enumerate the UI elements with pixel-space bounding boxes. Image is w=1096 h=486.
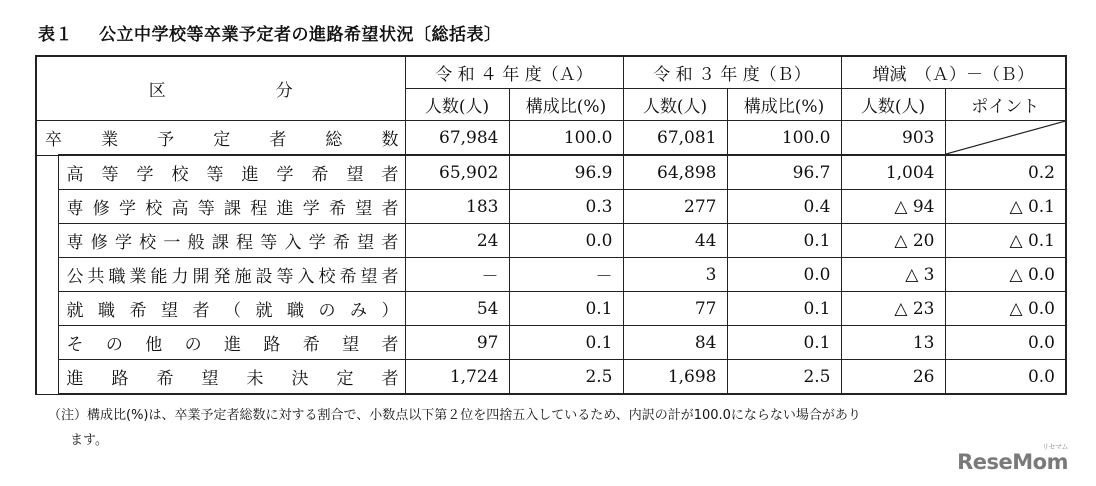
row-indent-gutter: [36, 224, 58, 258]
row-label-char: 者: [192, 301, 210, 321]
row-diff-point: △ 0.0: [945, 292, 1066, 326]
row-label-char: 希: [339, 267, 357, 287]
row-indent-gutter: [36, 292, 58, 326]
row-label-char: 入: [297, 267, 315, 287]
row-label-char: 専: [66, 233, 84, 253]
row-label-char: 希: [311, 165, 329, 185]
row-label-char: 学: [276, 165, 294, 185]
row-label-chars: [63, 330, 405, 355]
table-title-text: 公立中学校等卒業予定者の進路希望状況〔総括表〕: [99, 25, 502, 45]
table-row: [36, 360, 1066, 395]
row-label-char: 者: [381, 199, 399, 219]
row-label-char: 者: [381, 165, 399, 185]
row-label-char: 力: [171, 267, 189, 287]
row-diff-count: 1,004: [841, 155, 945, 190]
row-label-char: 望: [360, 267, 378, 287]
row-label: [58, 360, 405, 395]
header-kubun: [36, 56, 405, 121]
total-label-char: 予: [157, 130, 175, 150]
row-label-char: 路: [111, 369, 129, 389]
row-label-char: 希: [332, 233, 350, 253]
row-a-ratio: 0.3: [509, 190, 623, 224]
row-label-char: 程: [250, 199, 268, 219]
row-diff-point: 0.2: [945, 155, 1066, 190]
row-diff-point: 0.0: [945, 326, 1066, 360]
row-label-char: の: [184, 335, 202, 355]
row-label-char: 課: [224, 199, 241, 219]
row-b-ratio: 0.4: [727, 190, 841, 224]
row-label-char: 等: [260, 233, 278, 253]
footnote-line-2: ます。: [70, 433, 108, 448]
row-label-char: 望: [201, 369, 219, 389]
total-diff-point-diagonal: [945, 121, 1066, 156]
header-diff-count: 人数(人): [841, 89, 945, 121]
total-row: [36, 121, 1066, 156]
row-label-char: 希: [129, 301, 147, 321]
row-label-char: 等: [197, 199, 215, 219]
row-b-ratio: 2.5: [727, 360, 841, 395]
row-label-char: 校: [171, 165, 189, 185]
row-label: [58, 224, 405, 258]
header-b-count: 人数(人): [623, 89, 727, 121]
row-label-char: 学: [302, 199, 320, 219]
row-label-char: 高: [66, 165, 84, 185]
row-label-char: 施: [234, 267, 252, 287]
row-label-chars: [63, 160, 405, 185]
row-a-ratio: 96.9: [509, 155, 623, 190]
table-row: [36, 190, 1066, 224]
row-label-char: 者: [381, 369, 399, 389]
row-a-count: 97: [405, 326, 509, 360]
row-diff-count: △ 20: [841, 224, 945, 258]
row-label-chars: [63, 364, 405, 389]
row-label-char: 入: [284, 233, 302, 253]
total-a-ratio: 100.0: [509, 121, 623, 156]
table-row: [36, 258, 1066, 292]
row-diff-point: △ 0.1: [945, 224, 1066, 258]
header-group-b: 令 和 ３ 年 度（Ｂ）: [623, 56, 841, 89]
row-label: [58, 326, 405, 360]
row-label-char: 校: [145, 199, 163, 219]
row-label-char: 者: [381, 335, 399, 355]
row-indent-gutter: [36, 326, 58, 360]
row-label-char: 修: [92, 199, 110, 219]
table-row: [36, 155, 1066, 190]
total-b-count: 67,081: [623, 121, 727, 156]
row-label-chars: [63, 262, 405, 287]
row-a-ratio: 2.5: [509, 360, 623, 395]
detail-rows: [36, 155, 1066, 394]
row-a-count: －: [405, 258, 509, 292]
total-b-ratio: 100.0: [727, 121, 841, 156]
row-a-count: 54: [405, 292, 509, 326]
row-a-ratio: 0.0: [509, 224, 623, 258]
row-diff-count: 26: [841, 360, 945, 395]
row-diff-count: △ 23: [841, 292, 945, 326]
row-label-char: 他: [145, 335, 163, 355]
row-label-char: 希: [329, 199, 346, 219]
resemom-logo-text: ReseMom: [957, 450, 1068, 474]
header-group-diff: 増減 （Ａ）－（Ｂ）: [841, 56, 1066, 89]
row-a-count: 1,724: [405, 360, 509, 395]
row-indent-gutter: [36, 258, 58, 292]
row-a-count: 65,902: [405, 155, 509, 190]
row-label-char: 設: [255, 267, 273, 287]
row-label-char: 就: [255, 301, 273, 321]
row-label-char: 望: [355, 199, 373, 219]
row-label-char: 希: [302, 335, 320, 355]
row-diff-point: △ 0.1: [945, 190, 1066, 224]
total-a-count: 67,984: [405, 121, 509, 156]
row-diff-count: △ 94: [841, 190, 945, 224]
row-label-char: 公: [66, 267, 84, 287]
row-label-char: の: [318, 301, 336, 321]
total-label-char: 数: [381, 130, 399, 150]
row-b-ratio: 0.1: [727, 326, 841, 360]
row-a-ratio: 0.1: [509, 292, 623, 326]
row-label-char: 望: [357, 233, 375, 253]
row-label: [58, 190, 405, 224]
row-b-count: 64,898: [623, 155, 727, 190]
row-label-char: 進: [276, 199, 294, 219]
row-label-char: 職: [98, 301, 115, 321]
row-label-char: 発: [213, 267, 231, 287]
resemom-logo-sub: リセマム: [1042, 443, 1068, 451]
header-row-1: [36, 56, 1066, 89]
row-label-char: 業: [129, 267, 147, 287]
row-label-char: 一: [163, 233, 181, 253]
row-label-char: 希: [156, 369, 174, 389]
row-label-char: 等: [276, 267, 294, 287]
footnote-line-1: （注）構成比(%)は、卒業予定者総数に対する割合で、小数点以下第２位を四捨五入しているため、内訳の計が100.0にならない場合があり: [48, 408, 861, 423]
row-a-count: 183: [405, 190, 509, 224]
row-label-char: 者: [381, 267, 399, 287]
header-kubun-1: 区: [148, 81, 166, 101]
row-diff-count: △ 3: [841, 258, 945, 292]
row-label-char: み: [350, 301, 367, 321]
row-label-chars: [63, 194, 405, 219]
total-label: [36, 121, 405, 156]
row-a-ratio: －: [509, 258, 623, 292]
row-label-chars: [63, 296, 405, 321]
row-label-char: 等: [101, 165, 119, 185]
row-label-char: 共: [87, 267, 105, 287]
row-label: [58, 292, 405, 326]
table-title-prefix: 表１: [38, 25, 73, 45]
row-label-char: 望: [342, 335, 360, 355]
total-label-char: 者: [269, 130, 287, 150]
row-label-char: 高: [171, 199, 189, 219]
row-label-char: 等: [206, 165, 224, 185]
row-label-char: 路: [263, 335, 281, 355]
row-label-char: 就: [66, 301, 84, 321]
row-label-char: の: [105, 335, 123, 355]
row-indent-gutter: [36, 190, 58, 224]
row-b-ratio: 0.0: [727, 258, 841, 292]
row-label-char: 進: [66, 369, 84, 389]
row-label-char: 専: [66, 199, 84, 219]
row-diff-point: △ 0.0: [945, 258, 1066, 292]
row-b-ratio: 96.7: [727, 155, 841, 190]
row-label-char: 校: [139, 233, 157, 253]
row-b-count: 84: [623, 326, 727, 360]
row-label-char: 校: [318, 267, 336, 287]
row-label-char: そ: [66, 335, 84, 355]
footnote: [48, 403, 1058, 453]
row-label-char: 程: [236, 233, 254, 253]
row-label-char: 課: [211, 233, 229, 253]
total-diff-count: 903: [841, 121, 945, 156]
row-label-char: 進: [241, 165, 259, 185]
row-b-count: 1,698: [623, 360, 727, 395]
header-a-ratio: 構成比(%): [509, 89, 623, 121]
table-row: [36, 292, 1066, 326]
row-label-char: 職: [108, 267, 126, 287]
row-label-chars: [63, 228, 405, 253]
total-label-chars: [41, 125, 405, 150]
resemom-logo: [957, 443, 1068, 474]
total-label-char: 総: [325, 130, 343, 150]
row-b-count: 44: [623, 224, 727, 258]
row-label: [58, 155, 405, 190]
row-label-char: 決: [291, 369, 309, 389]
row-label-char: 能: [150, 267, 168, 287]
row-label-char: 未: [246, 369, 264, 389]
row-label-char: 者: [381, 233, 399, 253]
row-indent-gutter: [36, 360, 58, 395]
header-b-ratio: 構成比(%): [727, 89, 841, 121]
table-title: [38, 20, 502, 45]
row-indent-gutter: [36, 155, 58, 190]
row-b-count: 77: [623, 292, 727, 326]
row-b-ratio: 0.1: [727, 224, 841, 258]
header-diff-point: ポイント: [945, 89, 1066, 121]
row-a-ratio: 0.1: [509, 326, 623, 360]
row-label-char: 般: [187, 233, 205, 253]
table-row: [36, 224, 1066, 258]
row-b-count: 3: [623, 258, 727, 292]
row-label-char: 進: [224, 335, 241, 355]
total-label-char: 卒: [45, 130, 62, 150]
row-label-char: 開: [192, 267, 210, 287]
row-label-char: （: [224, 301, 241, 321]
row-label-char: 学: [114, 233, 132, 253]
row-label-char: 学: [119, 199, 136, 219]
row-b-count: 277: [623, 190, 727, 224]
row-a-count: 24: [405, 224, 509, 258]
summary-table: [35, 55, 1067, 395]
row-label-char: ）: [381, 301, 399, 321]
row-label-char: 学: [136, 165, 154, 185]
row-b-ratio: 0.1: [727, 292, 841, 326]
row-label-char: 学: [308, 233, 326, 253]
row-label-char: 修: [90, 233, 108, 253]
row-label-char: 職: [287, 301, 304, 321]
row-diff-count: 13: [841, 326, 945, 360]
total-label-char: 定: [213, 130, 231, 150]
table-row: [36, 326, 1066, 360]
row-label-char: 望: [346, 165, 364, 185]
header-a-count: 人数(人): [405, 89, 509, 121]
header-kubun-2: 分: [275, 81, 293, 101]
header-group-a: 令 和 ４ 年 度（Ａ）: [405, 56, 623, 89]
row-label-char: 望: [161, 301, 178, 321]
diagonal-line: [946, 121, 1066, 154]
row-diff-point: 0.0: [945, 360, 1066, 395]
total-label-char: 業: [101, 130, 119, 150]
row-label: [58, 258, 405, 292]
row-label-char: 定: [336, 369, 354, 389]
